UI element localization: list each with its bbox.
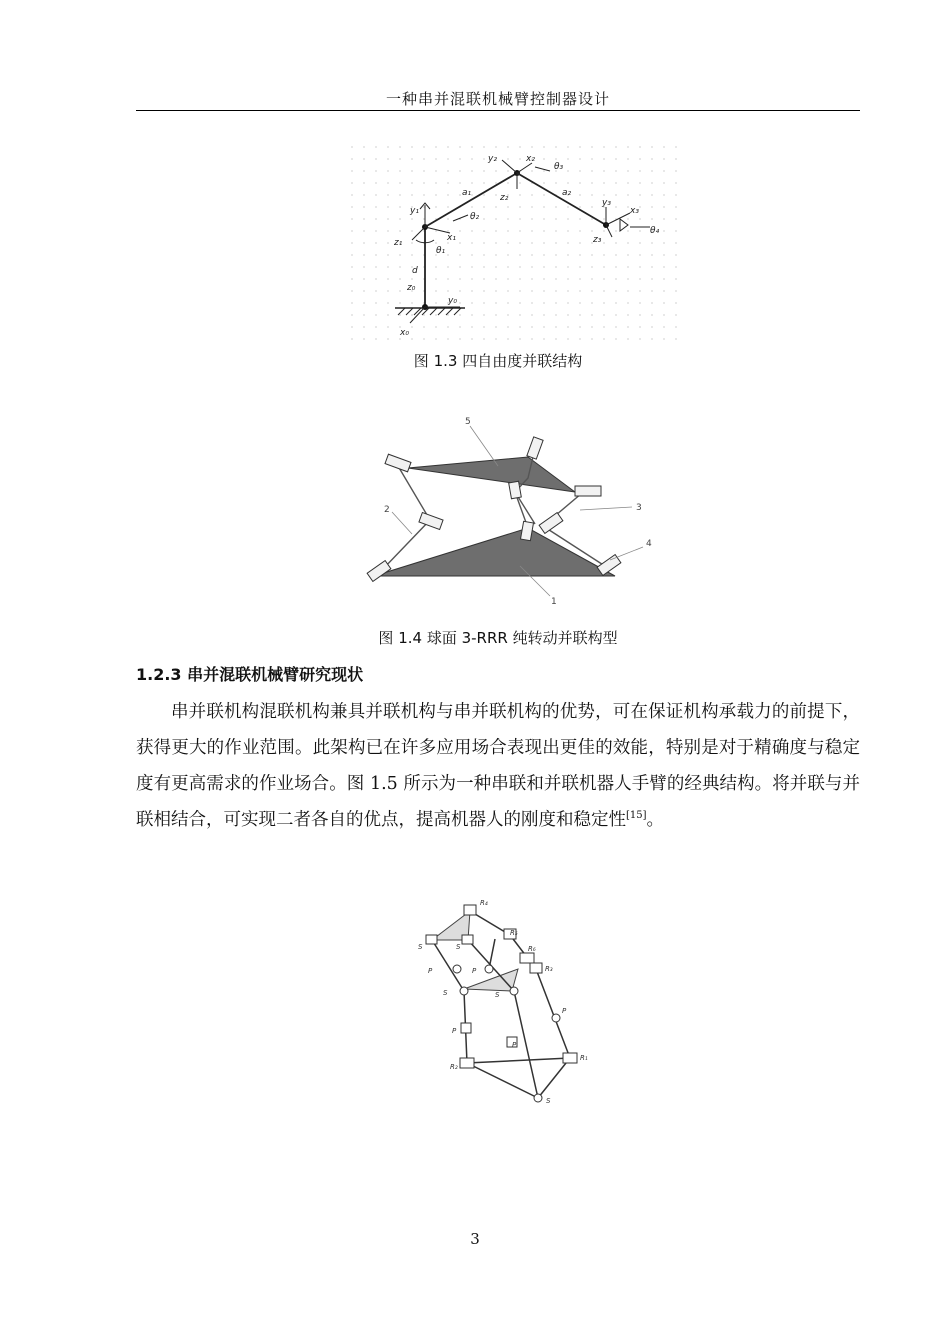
section-paragraph (136, 694, 860, 838)
label-y3: y₃ (602, 198, 611, 208)
label-s: S (456, 943, 461, 951)
label-s: S (546, 1097, 551, 1105)
label-4: 4 (646, 539, 652, 549)
page-number: 3 (470, 1230, 480, 1248)
upper-platform (408, 457, 575, 492)
label-y1: y₁ (410, 206, 419, 216)
header-rule (136, 110, 860, 111)
label-2: 2 (384, 505, 390, 515)
label-theta2: θ₂ (470, 212, 480, 222)
label-3: 3 (636, 503, 642, 513)
label-r2: R₂ (450, 1063, 458, 1071)
label-r1: R₁ (580, 1054, 588, 1062)
label-r3: R₃ (545, 965, 553, 973)
base-platform (374, 528, 615, 576)
citation: [15] (626, 810, 647, 822)
label-r6: R₆ (528, 945, 536, 953)
label-z1: z₁ (394, 238, 403, 248)
label-y2: y₂ (488, 154, 497, 164)
label-y0: y₀ (448, 296, 457, 306)
figure-1-4-diagram (360, 408, 660, 608)
label-a1: a₁ (462, 188, 472, 198)
paragraph-end: 。 (646, 810, 665, 830)
figure-1-3-diagram (350, 145, 680, 340)
label-theta4: θ₄ (650, 226, 660, 236)
label-p: P (562, 1007, 567, 1015)
label-r5: R₅ (510, 929, 518, 937)
label-x0: x₀ (400, 328, 409, 338)
platforms (432, 911, 518, 991)
label-p: P (452, 1027, 457, 1035)
label-r4: R₄ (480, 899, 488, 907)
figure-1-5-diagram (410, 893, 588, 1108)
paragraph-text: 串并联机构混联机构兼具并联机构与串并联机构的优势，可在保证机构承载力的前提下，获得更大的作业范围。此架构已在许多应用场合表现出更佳的效能，特别是对于精确度与稳定度有更高需求的作业场合。图 1.5 所示为一种串联和并联机器人手臂的经典结构。将并联与并联相结合，可实现二者各自的优点，提高机器人的刚度和稳定性 (136, 702, 860, 830)
label-1: 1 (551, 597, 557, 607)
label-x3: x₃ (630, 206, 639, 216)
label-s: S (418, 943, 423, 951)
section-heading: 1.2.3 串并混联机械臂研究现状 (136, 665, 364, 684)
label-p: P (428, 967, 433, 975)
label-x1: x₁ (447, 233, 456, 243)
label-x2: x₂ (526, 154, 535, 164)
label-theta3: θ₃ (554, 162, 564, 172)
label-a2: a₂ (562, 188, 572, 198)
label-z2: z₂ (500, 193, 509, 203)
figure-1-3-caption: 图 1.3 四自由度并联结构 (413, 352, 583, 370)
running-header: 一种串并混联机械臂控制器设计 (385, 90, 610, 108)
label-p: P (512, 1041, 517, 1049)
label-s: S (495, 991, 500, 999)
label-theta1: θ₁ (436, 246, 446, 256)
label-z3: z₃ (593, 235, 602, 245)
label-5: 5 (465, 417, 471, 427)
label-p: P (472, 967, 477, 975)
figure-1-4-caption: 图 1.4 球面 3-RRR 纯转动并联构型 (378, 629, 618, 647)
label-s: S (443, 989, 448, 997)
label-z0: z₀ (407, 283, 416, 293)
label-d: d (412, 266, 418, 276)
